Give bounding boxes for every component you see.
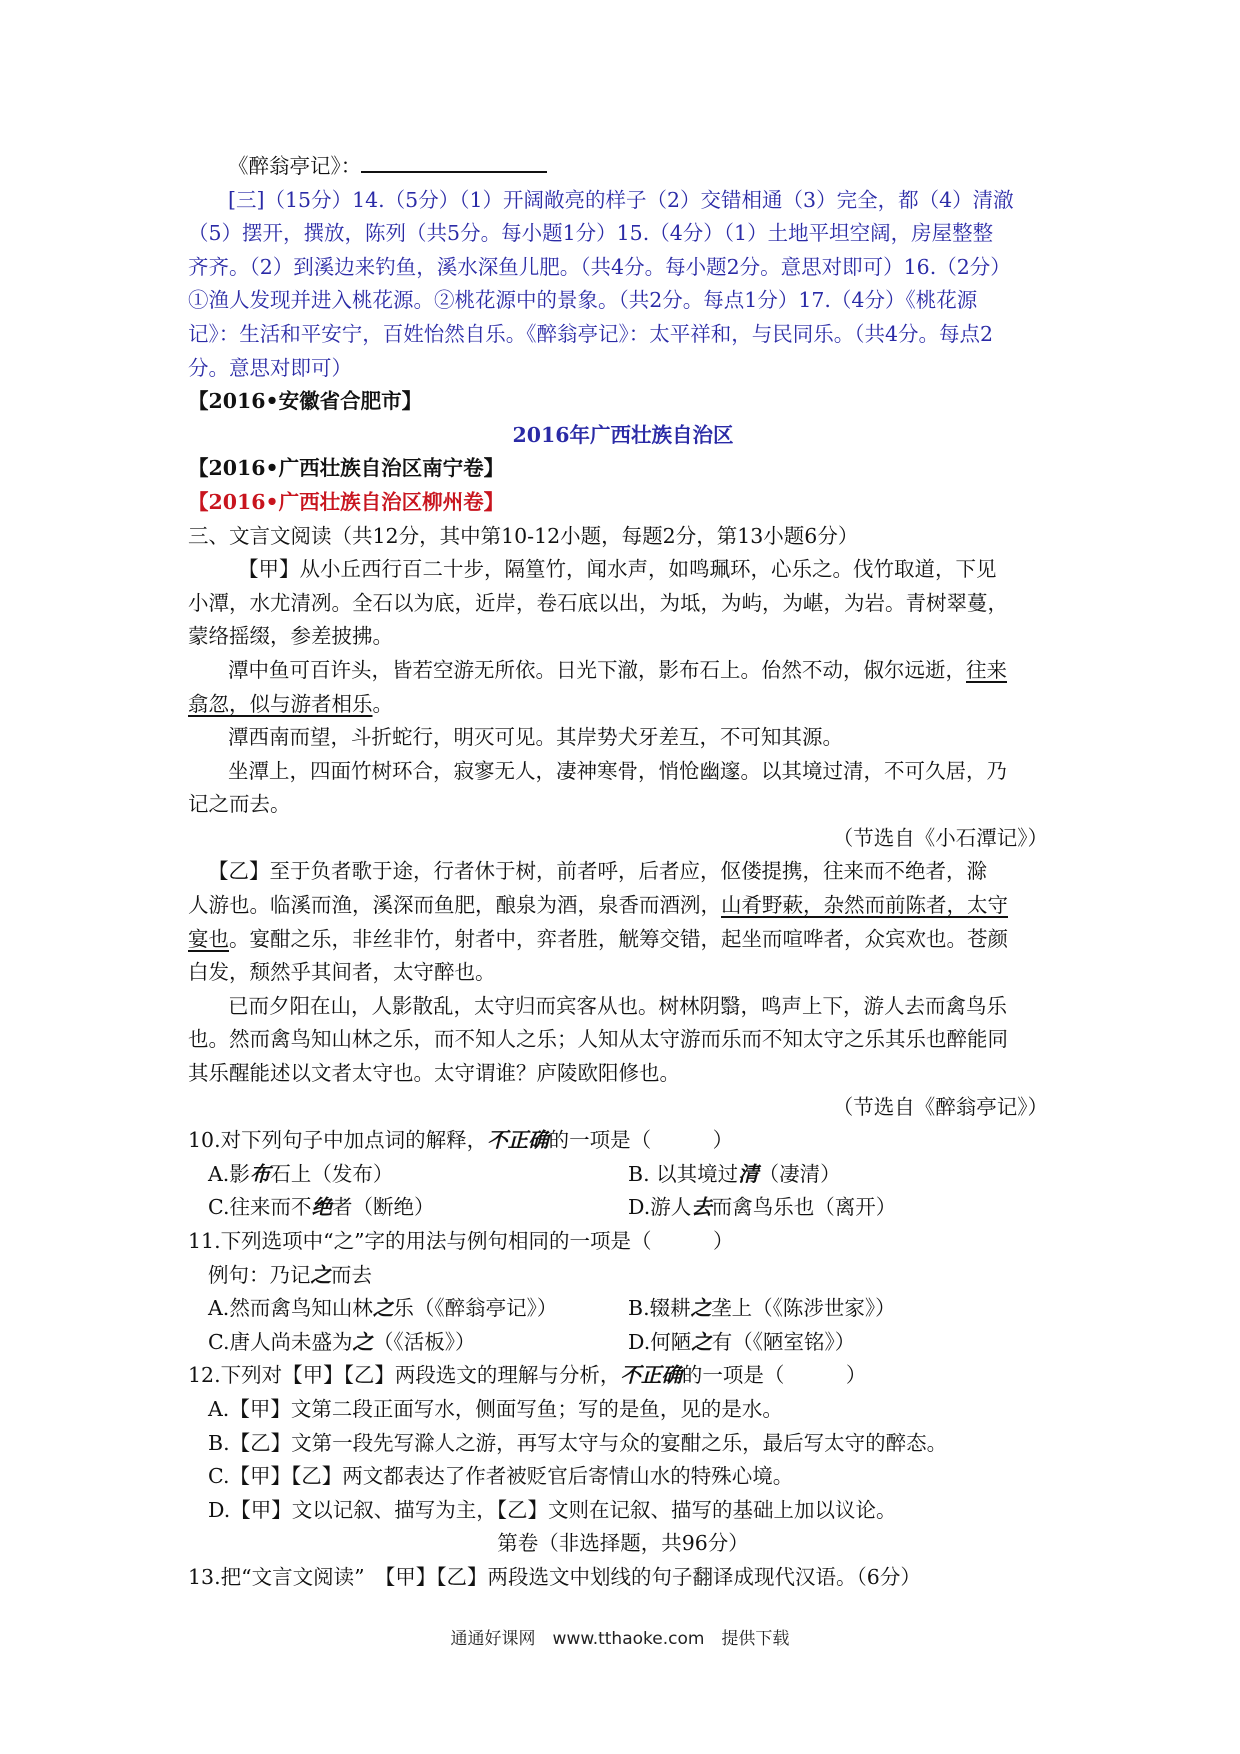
document-page	[188, 150, 1058, 1595]
passage-yi-line	[188, 923, 1058, 957]
dotted-word: 绝	[311, 1195, 332, 1220]
heading-nanning: 【2016•广西壮族自治区南宁卷】	[188, 456, 505, 481]
question-10-stem	[188, 1124, 1058, 1158]
opt-text: （凄清）	[758, 1161, 841, 1186]
question-10-options-row	[188, 1158, 1058, 1192]
opt-text: B.辍耕	[628, 1296, 691, 1321]
opt-text: A.影	[208, 1161, 250, 1186]
passage-jia-line: 潭西南而望，斗折蛇行，明灭可见。其岸势犬牙差互，不可知其源。	[228, 725, 843, 750]
dotted-word: 之	[310, 1262, 331, 1287]
answer-text: [三]（15分）14.（5分）（1）开阔敞亮的样子（2）交错相通（3）完全，都（4）清澈	[228, 187, 1014, 212]
passage-jia-line	[188, 654, 1058, 688]
opt-text: 有（《陋室铭》）	[711, 1329, 856, 1354]
question-11-example	[188, 1259, 1058, 1293]
option-d[interactable]	[628, 1191, 896, 1225]
emphasis-dotted: 不正确	[487, 1128, 549, 1153]
dotted-word: 之	[691, 1329, 712, 1354]
option-c[interactable]: C.【甲】【乙】两文都表达了作者被贬官后寄情山水的特殊心境。	[208, 1464, 794, 1489]
q-text: 例句：乃记	[208, 1262, 311, 1287]
option-b[interactable]	[628, 1292, 896, 1326]
passage-jia-line: 坐潭上，四面竹树环合，寂寥无人，凄神寒骨，悄怆幽邃。以其境过清，不可久居，乃	[228, 758, 1007, 783]
option-d[interactable]: D.【甲】文以记叙、描写为主，【乙】文则在记叙、描写的基础上加以议论。	[208, 1497, 897, 1522]
option-a[interactable]	[188, 1292, 628, 1326]
underlined-sentence: 往来	[966, 657, 1007, 682]
dotted-word: 之	[690, 1296, 712, 1321]
answer-label: 《醉翁亭记》：	[228, 154, 362, 178]
passage-yi-line: 已而夕阳在山，人影散乱，太守归而宾客从也。树林阴翳，鸣声上下，游人去而禽鸟乐	[228, 993, 1007, 1018]
passage-yi-line: 也。然而禽鸟知山林之乐，而不知人之乐；人知从太守游而乐而不知太守之乐其乐也醉能同	[188, 1027, 1008, 1052]
question-11-options-row	[188, 1326, 1058, 1360]
underlined-sentence: 宴也	[188, 926, 229, 951]
option-b[interactable]: B.【乙】文第一段先写滁人之游，再写太守与众的宴酣之乐，最后写太守的醉态。	[208, 1430, 948, 1455]
source-xiaoshitan: （节选自《小石潭记》）	[832, 825, 1048, 850]
source-zuiwengting: （节选自《醉翁亭记》）	[832, 1094, 1048, 1119]
q-text: 10.对下列句子中加点词的解释，	[188, 1128, 488, 1153]
passage-jia-line: 【甲】从小丘西行百二十步，隔篁竹，闻水声，如鸣珮环，心乐之。伐竹取道，下见	[238, 557, 997, 582]
option-b[interactable]	[628, 1158, 841, 1192]
dotted-word: 之	[372, 1296, 394, 1321]
underlined-sentence: 山肴野蔌，杂然而前陈者，太守	[721, 893, 1008, 918]
opt-text: 而禽鸟乐也（离开）	[711, 1195, 897, 1220]
heading-liuzhou: 【2016•广西壮族自治区柳州卷】	[188, 489, 505, 514]
opt-text: C.唐人尚未盛为	[208, 1329, 353, 1354]
dotted-word: 布	[249, 1161, 271, 1186]
passage-text: 潭中鱼可百许头，皆若空游无所依。日光下澈，影布石上。佁然不动，俶尔远逝，	[228, 657, 966, 682]
passage-yi-line: 其乐醒能述以文者太守也。太守谓谁？庐陵欧阳修也。	[188, 1061, 680, 1086]
section-title: 三、文言文阅读（共12分，其中第10-12小题，每题2分，第13小题6分）	[188, 523, 859, 548]
opt-text: A.然而禽鸟知山林	[208, 1296, 373, 1321]
passage-yi-line: 【乙】至于负者歌于途，行者休于树，前者呼，后者应，伛偻提携，往来而不绝者，滁	[208, 859, 987, 884]
q-text: 的一项是（ ）	[548, 1128, 734, 1153]
passage-yi-line: 白发，颓然乎其间者，太守醉也。	[188, 960, 496, 985]
answer-text: 记》：生活和平安宁，百姓怡然自乐。《醉翁亭记》：太平祥和，与民同乐。（共4分。每点2	[188, 321, 994, 346]
passage-jia-line: 蒙络摇缀，参差披拂。	[188, 624, 393, 649]
heading-anhui: 【2016•安徽省合肥市】	[188, 389, 423, 414]
opt-text: （《活板》）	[372, 1329, 476, 1354]
question-11-stem: 11.下列选项中“之”字的用法与例句相同的一项是（ ）	[188, 1229, 734, 1253]
q-text: 的一项是（ ）	[681, 1363, 867, 1388]
passage-yi-line	[188, 889, 1058, 923]
opt-text: B. 以其境过	[628, 1161, 739, 1186]
answer-text: （5）摆开，撰放，陈列（共5分。每小题1分）15.（4分）（1）土地平坦空阔，房屋整整	[188, 221, 994, 246]
dotted-word: 之	[352, 1329, 373, 1354]
answer-text: 分。意思对即可）	[188, 355, 352, 380]
opt-text: D.游人	[628, 1195, 692, 1220]
opt-text: 者（断绝）	[331, 1195, 435, 1220]
part-two-heading: 第卷（非选择题，共96分）	[497, 1531, 749, 1556]
opt-text: 垄上（《陈涉世家》）	[711, 1296, 896, 1321]
answer-text: 齐齐。（2）到溪边来钓鱼，溪水深鱼儿肥。（共4分。每小题2分。意思对即可）16.（2分）	[188, 254, 1011, 279]
q-text: 12.下列对【甲】【乙】两段选文的理解与分析，	[188, 1363, 621, 1388]
question-13: 13.把“文言文阅读” 【甲】【乙】两段选文中划线的句子翻译成现代汉语。（6分）	[188, 1564, 921, 1589]
question-12-stem	[188, 1359, 1058, 1393]
option-a[interactable]	[188, 1158, 628, 1192]
opt-text: 乐（《醉翁亭记》）	[393, 1296, 558, 1321]
answer-text: ①渔人发现并进入桃花源。②桃花源中的景象。（共2分。每点1分）17.（4分）《桃花源	[188, 288, 978, 313]
opt-text: C.往来而不	[208, 1195, 312, 1220]
dotted-word: 清	[738, 1161, 759, 1186]
emphasis-dotted: 不正确	[620, 1363, 682, 1388]
underlined-sentence: 翕忽，似与游者相乐	[188, 691, 373, 716]
passage-jia-line: 记之而去。	[188, 792, 291, 817]
answer-line-zuiweng	[188, 150, 1058, 184]
opt-text: 石上（发布）	[270, 1161, 394, 1186]
question-11-options-row	[188, 1292, 1058, 1326]
passage-text: 。宴酣之乐，非丝非竹，射者中，弈者胜，觥筹交错，起坐而喧哗者，众宾欢也。苍颜	[229, 926, 1008, 951]
passage-jia-line: 小潭，水尤清冽。全石以为底，近岸，卷石底以出，为坻，为屿，为嵁，为岩。青树翠蔓，	[188, 590, 1008, 615]
heading-guangxi: 2016年广西壮族自治区	[512, 422, 734, 447]
option-c[interactable]	[188, 1191, 628, 1225]
footer-credit: 通通好课网 www.tthaoke.com 提供下载	[450, 1629, 790, 1649]
answer-blank	[361, 151, 547, 173]
question-10-options-row	[188, 1191, 1058, 1225]
option-c[interactable]	[188, 1326, 628, 1360]
option-d[interactable]	[628, 1326, 855, 1360]
passage-text: 。	[372, 691, 393, 716]
passage-jia-line	[188, 688, 1058, 722]
dotted-word: 去	[691, 1195, 712, 1220]
option-a[interactable]: A.【甲】文第二段正面写水，侧面写鱼；写的是鱼，见的是水。	[208, 1396, 783, 1421]
q-text: 而去	[331, 1262, 372, 1287]
opt-text: D.何陋	[628, 1329, 692, 1354]
passage-text: 人游也。临溪而渔，溪深而鱼肥，酿泉为酒，泉香而酒洌，	[188, 893, 721, 918]
